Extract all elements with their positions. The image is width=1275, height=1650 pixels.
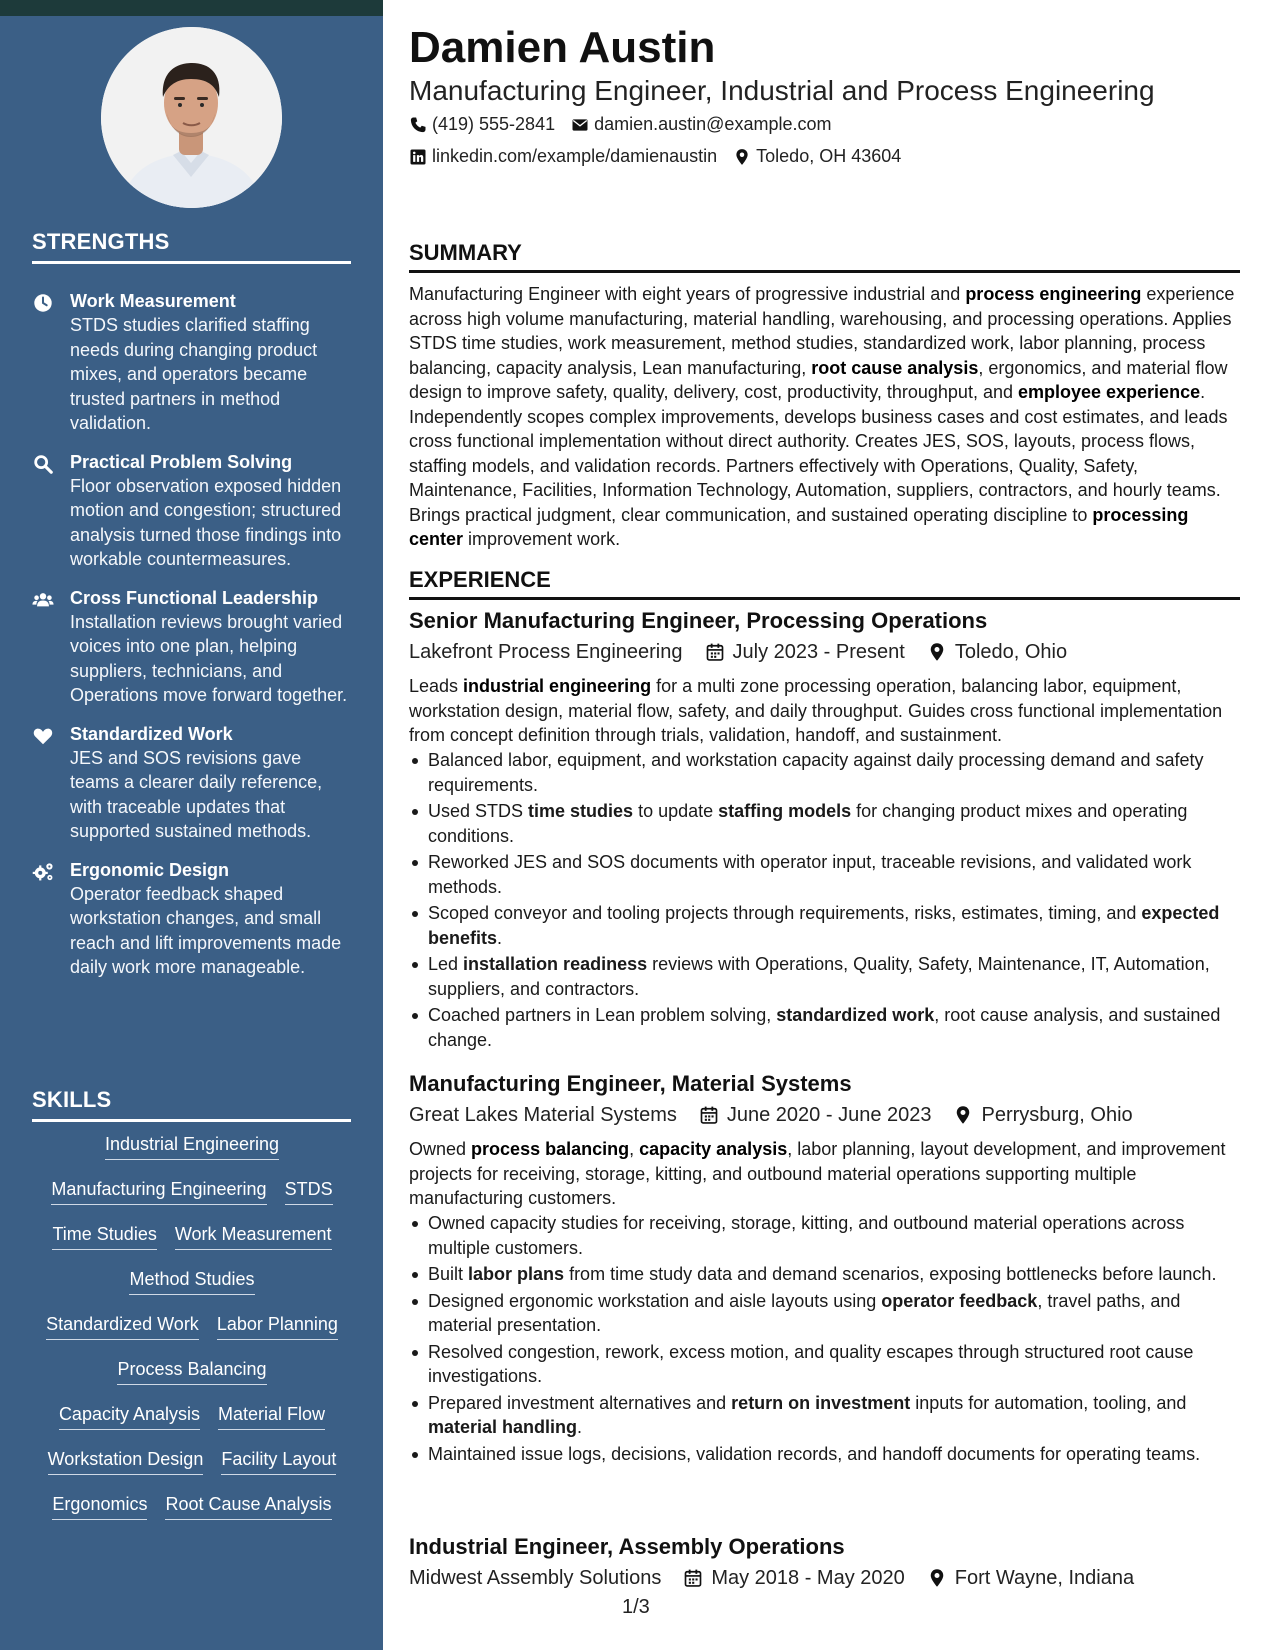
contact-phone[interactable] xyxy=(409,114,555,135)
strength-description: Floor observation exposed hidden motion and congestion; structured analysis turned those findings into workable countermeasures. xyxy=(70,475,342,569)
job-bullets xyxy=(409,1211,1240,1468)
emphasis-text: process balancing xyxy=(471,1139,630,1159)
skills-heading: SKILLS xyxy=(32,1087,351,1122)
bullet-item xyxy=(409,1003,1240,1052)
emphasis-text: operator feedback xyxy=(881,1290,1038,1311)
job-title: Industrial Engineer, Assembly Operations xyxy=(409,1534,845,1559)
emphasis-text: processing center xyxy=(409,504,1189,549)
strength-title: Ergonomic Design xyxy=(70,859,230,880)
strength-description: STDS studies clarified staffing needs during changing product mixes, and operators became trusted partners in method validation. xyxy=(70,315,318,433)
skill-tag: Material Flow xyxy=(218,1402,325,1430)
job-meta xyxy=(409,1102,1133,1128)
email-text: damien.austin@example.com xyxy=(594,114,832,134)
job-company: Midwest Assembly Solutions xyxy=(409,1567,662,1589)
emphasis-text: root cause analysis xyxy=(811,357,979,378)
skill-row xyxy=(32,1312,352,1357)
sidebar-top-bar xyxy=(0,0,383,16)
skill-tag: Workstation Design xyxy=(48,1447,204,1475)
strength-title: Cross Functional Leadership xyxy=(70,587,319,608)
bullet-item xyxy=(409,1391,1240,1440)
strength-item xyxy=(32,858,352,980)
map-pin-icon xyxy=(927,1568,947,1588)
candidate-name: Damien Austin xyxy=(409,23,716,72)
skill-tag: Facility Layout xyxy=(221,1447,336,1475)
strength-title: Work Measurement xyxy=(70,291,236,311)
job-company: Lakefront Process Engineering xyxy=(409,641,683,663)
job-summary xyxy=(409,1137,1240,1211)
text-run: inputs for automation, tooling, and xyxy=(910,1392,1187,1413)
skill-tag: Standardized Work xyxy=(46,1312,199,1340)
text-run: Scoped conveyor and tooling projects through requirements, risks, estimates, timing, and xyxy=(428,903,1142,923)
envelope-icon xyxy=(571,116,589,134)
text-run: from time study data and demand scenarios, exposing bottlenecks before launch. xyxy=(564,1264,1217,1284)
text-run: Maintained issue logs, decisions, validation records, and handoff documents for operating teams. xyxy=(428,1443,1201,1464)
skill-row xyxy=(32,1267,352,1312)
text-run: Leads xyxy=(409,676,464,696)
contact-linkedin[interactable] xyxy=(409,146,717,167)
strengths-list xyxy=(32,289,352,994)
experience-heading: EXPERIENCE xyxy=(409,567,1240,600)
skills-list xyxy=(32,1132,352,1537)
emphasis-text: installation readiness xyxy=(463,954,648,974)
strength-item xyxy=(32,450,352,572)
contact-row xyxy=(409,146,901,167)
emphasis-text: material handling xyxy=(428,1417,578,1437)
text-run: Resolved congestion, rework, excess motion, and quality escapes through structured root cause investigations. xyxy=(428,1341,1194,1386)
contact-row xyxy=(409,114,831,135)
skill-row xyxy=(32,1402,352,1447)
text-run: Coached partners in Lean problem solving, xyxy=(428,1005,777,1025)
summary-text xyxy=(409,282,1240,552)
text-run: , labor planning, layout development, and improvement projects for receiving, storage, kitting, and outbound material operations supporting multiple manufacturing customers. xyxy=(409,1139,1226,1208)
emphasis-text: capacity analysis xyxy=(639,1139,788,1159)
bullet-item xyxy=(409,748,1240,797)
job-location: Fort Wayne, Indiana xyxy=(954,1567,1135,1589)
candidate-role: Manufacturing Engineer, Industrial and Process Engineering xyxy=(409,75,1155,106)
job-location: Perrysburg, Ohio xyxy=(981,1104,1133,1126)
job-meta xyxy=(409,639,1067,665)
skill-row xyxy=(32,1177,352,1222)
job-company: Great Lakes Material Systems xyxy=(409,1104,677,1126)
map-pin-icon xyxy=(733,148,751,166)
strength-title: Practical Problem Solving xyxy=(70,451,293,472)
job-summary xyxy=(409,674,1240,748)
text-run: Manufacturing Engineer with eight years of progressive industrial and xyxy=(409,284,966,304)
skill-tag: Ergonomics xyxy=(52,1492,147,1520)
text-run: , xyxy=(629,1139,640,1159)
sidebar xyxy=(0,0,383,1650)
text-run: Prepared investment alternatives and xyxy=(428,1392,732,1413)
skill-row xyxy=(32,1132,352,1177)
text-run: Built xyxy=(428,1264,469,1284)
strength-title: Standardized Work xyxy=(70,723,233,744)
text-run: , travel paths, and material presentation. xyxy=(428,1290,1181,1335)
skill-tag: Manufacturing Engineering xyxy=(51,1177,266,1205)
emphasis-text: industrial engineering xyxy=(463,676,652,696)
avatar xyxy=(101,27,282,208)
emphasis-text: employee experience xyxy=(1017,382,1201,402)
strength-description: Operator feedback shaped workstation changes, and small reach and lift improvements made daily work more manageable. xyxy=(70,883,342,977)
linkedin-text: linkedin.com/example/damienaustin xyxy=(432,146,718,166)
location-text: Toledo, OH 43604 xyxy=(756,146,902,166)
calendar-icon xyxy=(699,1105,719,1125)
clock-icon xyxy=(32,292,54,314)
skill-tag: Industrial Engineering xyxy=(105,1132,279,1160)
strength-item xyxy=(32,289,352,436)
bullet-item xyxy=(409,799,1240,848)
emphasis-text: expected benefits xyxy=(428,903,1220,948)
text-run: experience across high volume manufacturing, material handling, warehousing, and processing operations. Applies STDS time studies, work measurement, method studies, standardized work, labor planning, process balancing, capacity analysis, Lean manufacturing, xyxy=(409,284,1235,378)
text-run: Owned capacity studies for receiving, storage, kitting, and outbound material operations across multiple customers. xyxy=(428,1213,1185,1258)
job-bullets xyxy=(409,748,1240,1054)
summary-heading: SUMMARY xyxy=(409,240,1240,273)
text-run: improvement work. xyxy=(463,529,621,549)
job-dates: May 2018 - May 2020 xyxy=(711,1567,905,1589)
skill-row xyxy=(32,1447,352,1492)
search-icon xyxy=(32,453,54,475)
job-title: Manufacturing Engineer, Material Systems xyxy=(409,1071,852,1096)
emphasis-text: standardized work xyxy=(776,1005,935,1025)
job-title: Senior Manufacturing Engineer, Processing Operations xyxy=(409,608,988,633)
strength-item xyxy=(32,722,352,844)
skill-tag: STDS xyxy=(285,1177,333,1205)
text-run: for a multi zone processing operation, balancing labor, equipment, workstation design, material flow, safety, and daily throughput. Guides cross functional implementation from concept definition through trials, validation, handoff, and sustainment. xyxy=(409,676,1223,745)
text-run: Used STDS xyxy=(428,801,529,821)
users-icon xyxy=(32,589,54,611)
job-location: Toledo, Ohio xyxy=(954,641,1068,663)
linkedin-icon xyxy=(409,148,427,166)
skill-row xyxy=(32,1222,352,1267)
bullet-item xyxy=(409,901,1240,950)
job-meta xyxy=(409,1565,1134,1591)
bullet-item xyxy=(409,1289,1240,1338)
text-run: . xyxy=(577,1417,583,1437)
map-pin-icon xyxy=(953,1105,973,1125)
emphasis-text: return on investment xyxy=(731,1392,911,1413)
text-run: Led xyxy=(428,954,464,974)
gears-icon xyxy=(32,861,54,883)
map-pin-icon xyxy=(927,642,947,662)
bullet-item xyxy=(409,952,1240,1001)
bullet-item xyxy=(409,1340,1240,1389)
text-run: , ergonomics, and material flow design to improve safety, quality, delivery, cost, productivity, throughput, and xyxy=(409,357,1228,402)
skill-tag: Capacity Analysis xyxy=(59,1402,200,1430)
skill-row xyxy=(32,1357,352,1402)
bullet-item xyxy=(409,1442,1240,1467)
text-run: Designed ergonomic workstation and aisle layouts using xyxy=(428,1290,882,1311)
calendar-icon xyxy=(683,1568,703,1588)
heart-icon xyxy=(32,725,54,747)
calendar-icon xyxy=(705,642,725,662)
strengths-heading: STRENGTHS xyxy=(32,229,351,264)
text-run: Reworked JES and SOS documents with operator input, traceable revisions, and validated work methods. xyxy=(428,852,1192,897)
skill-tag: Root Cause Analysis xyxy=(165,1492,331,1520)
text-run: for changing product mixes and operating conditions. xyxy=(428,801,1188,846)
text-run: reviews with Operations, Quality, Safety, Maintenance, IT, Automation, suppliers, and contractors. xyxy=(428,954,1210,999)
bullet-item xyxy=(409,1262,1240,1287)
emphasis-text: process engineering xyxy=(965,284,1142,304)
skill-tag: Time Studies xyxy=(52,1222,156,1250)
bullet-item xyxy=(409,850,1240,899)
text-run: . xyxy=(497,927,503,948)
text-run: . Independently scopes complex improvements, develops business cases and cost estimates, and leads cross functional implementation without direct authority. Creates JES, SOS, layouts, process flows, staffing models, and validation records. Partners effectively with Operations, Quality, Safety, Maintenance, Facilities, Information Technology, Automation, suppliers, contractors, and hourly teams. Brings practical judgment, clear communication, and sustained operating discipline to xyxy=(409,382,1228,525)
phone-icon xyxy=(409,116,427,134)
strength-description: JES and SOS revisions gave teams a clearer daily reference, with traceable updates that supported sustained methods. xyxy=(70,747,323,841)
text-run: to update xyxy=(633,801,719,821)
skill-tag: Method Studies xyxy=(129,1267,254,1295)
strength-description: Installation reviews brought varied voices into one plan, helping suppliers, technicians, and Operations move forward together. xyxy=(70,611,348,705)
emphasis-text: labor plans xyxy=(468,1264,565,1284)
job-dates: June 2020 - June 2023 xyxy=(726,1104,932,1126)
emphasis-text: time studies xyxy=(528,801,634,821)
strength-item xyxy=(32,586,352,708)
phone-text: (419) 555-2841 xyxy=(432,114,556,134)
skill-row xyxy=(32,1492,352,1537)
text-run: Owned xyxy=(409,1139,472,1159)
emphasis-text: staffing models xyxy=(718,801,852,821)
contact-location xyxy=(733,146,901,167)
text-run: , root cause analysis, and sustained change. xyxy=(428,1005,1221,1050)
contact-email[interactable] xyxy=(571,114,831,135)
profile-photo xyxy=(101,27,282,208)
skill-tag: Work Measurement xyxy=(175,1222,332,1250)
page-number: 1/3 xyxy=(622,1596,650,1618)
skill-tag: Process Balancing xyxy=(117,1357,266,1385)
text-run: Balanced labor, equipment, and workstation capacity against daily processing demand and safety requirements. xyxy=(428,750,1204,795)
bullet-item xyxy=(409,1211,1240,1260)
job-dates: July 2023 - Present xyxy=(732,641,905,663)
skill-tag: Labor Planning xyxy=(217,1312,338,1340)
